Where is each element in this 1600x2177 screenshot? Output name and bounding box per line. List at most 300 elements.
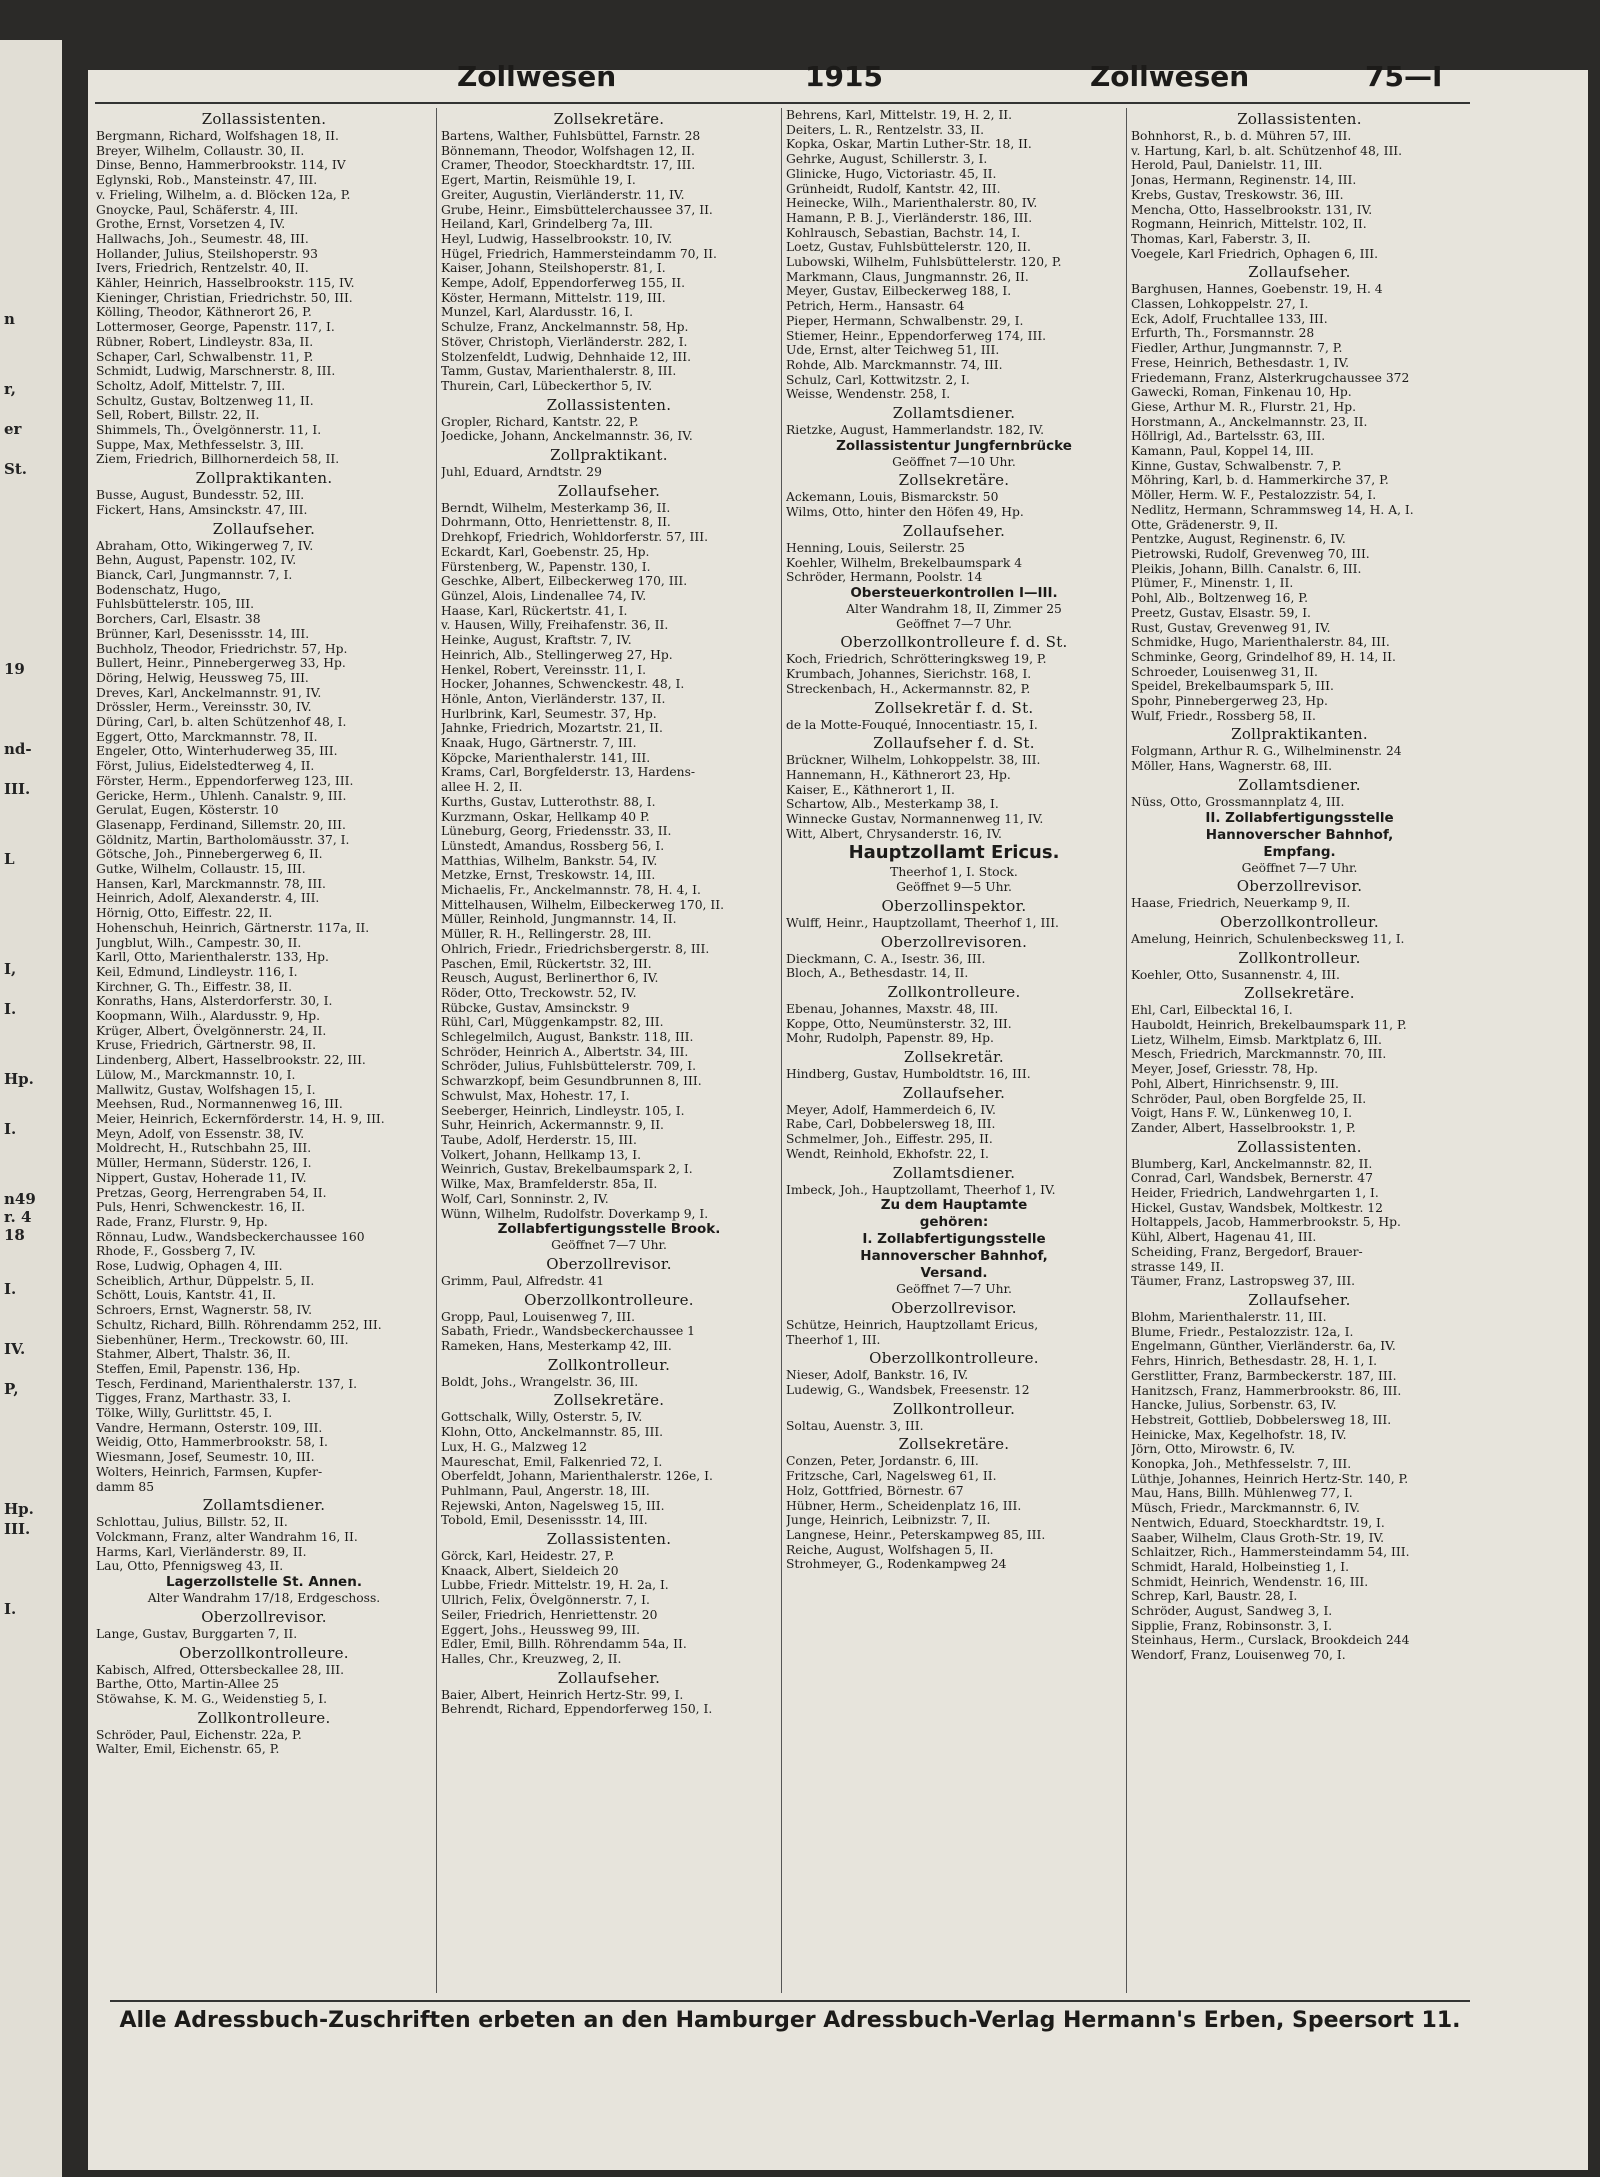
office-info: Geöffnet 7—7 Uhr. <box>551 1238 667 1253</box>
directory-entry: Ohlrich, Friedr., Friedrichsbergerstr. 8, III. <box>441 941 710 956</box>
directory-entry: Meier, Heinrich, Eckernförderstr. 14, H. 9, III. <box>96 1112 385 1126</box>
directory-entry: Volkert, Johann, Hellkamp 13, I. <box>441 1147 642 1162</box>
directory-entry: Lietz, Wilhelm, Eimsb. Marktplatz 6, III. <box>1131 1032 1382 1047</box>
directory-entry: Kurths, Gustav, Lutterothstr. 88, I. <box>441 794 656 809</box>
directory-entry: Konraths, Hans, Alsterdorferstr. 30, I. <box>96 994 333 1009</box>
directory-entry: Kurzmann, Oskar, Hellkamp 40 P. <box>441 809 650 824</box>
directory-entry: Lubbe, Friedr. Mittelstr. 19, H. 2a, I. <box>441 1578 669 1593</box>
section-heading: Zollsekretär. <box>904 1048 1004 1067</box>
directory-entry: Brünner, Karl, Desenissstr. 14, III. <box>96 626 310 641</box>
section-heading: Zollkontrolleur. <box>892 1399 1016 1418</box>
directory-entry: Krebs, Gustav, Treskowstr. 36, III. <box>1131 187 1344 202</box>
left-strip-fragment: I. <box>4 1120 17 1138</box>
directory-entry: Seiler, Friedrich, Henriettenstr. 20 <box>441 1607 658 1622</box>
directory-entry: Schulz, Carl, Kottwitzstr. 2, I. <box>786 372 970 387</box>
directory-entry: Baier, Albert, Heinrich Hertz-Str. 99, I. <box>441 1687 684 1702</box>
directory-entry: Hancke, Julius, Sorbenstr. 63, IV. <box>1131 1398 1337 1413</box>
section-heading: Obersteuerkontrollen I—III. <box>850 584 1058 601</box>
directory-entry: Müller, Hermann, Süderstr. 126, I. <box>96 1156 312 1171</box>
directory-entry: Voigt, Hans F. W., Lünkenweg 10, I. <box>1131 1106 1353 1121</box>
directory-entry: Stiemer, Heinr., Eppendorferweg 174, III. <box>786 328 1047 343</box>
publisher-footer: Alle Adressbuch-Zuschriften erbeten an den Hamburger Adressbuch-Verlag Hermann's Erben, Speersort 11. <box>110 2000 1470 2044</box>
section-heading: Zollaufseher. <box>557 1668 661 1687</box>
directory-entry: Heinrich, Adolf, Alexanderstr. 4, III. <box>96 891 320 906</box>
directory-entry: Hansen, Karl, Marckmannstr. 78, III. <box>96 876 326 891</box>
directory-entry: Schultz, Richard, Billh. Röhrendamm 252, III. <box>96 1317 382 1332</box>
directory-entry: Gawecki, Roman, Finkenau 10, Hp. <box>1131 385 1352 400</box>
directory-entry: Gutke, Wilhelm, Collaustr. 15, III. <box>96 862 306 877</box>
directory-entry: Koppe, Otto, Neumünsterstr. 32, III. <box>786 1016 1012 1031</box>
directory-entry: Pohl, Albert, Hinrichsenstr. 9, III. <box>1131 1076 1339 1091</box>
header-right-title: Zollwesen <box>1090 60 1250 93</box>
directory-entry: Blume, Friedr., Pestalozzistr. 12a, I. <box>1131 1324 1354 1339</box>
directory-entry: Stöver, Christoph, Vierländerstr. 282, I. <box>441 334 688 349</box>
directory-entry: Kempe, Adolf, Eppendorferweg 155, II. <box>441 276 686 291</box>
directory-entry: Jörn, Otto, Mirowstr. 6, IV. <box>1131 1442 1296 1457</box>
left-strip-fragment: 18 <box>4 1226 25 1244</box>
directory-entry: Preetz, Gustav, Elsastr. 59, I. <box>1131 605 1311 620</box>
directory-entry: Vandre, Hermann, Osterstr. 109, III. <box>96 1420 323 1435</box>
directory-entry: Schmelmer, Joh., Eiffestr. 295, II. <box>786 1132 993 1147</box>
directory-entry: Plümer, F., Minenstr. 1, II. <box>1131 576 1294 591</box>
directory-entry: Nedlitz, Hermann, Schrammsweg 14, H. A, I. <box>1131 502 1414 517</box>
directory-entry: Rejewski, Anton, Nagelsweg 15, III. <box>441 1498 665 1513</box>
section-heading: Zollkontrolleur. <box>547 1355 671 1374</box>
directory-entry: Grothe, Ernst, Vorsetzen 4, IV. <box>96 217 286 232</box>
left-strip-fragment: I, <box>4 960 17 978</box>
section-heading: Zollamtsdiener. <box>892 1163 1016 1182</box>
directory-entry: Wendorf, Franz, Louisenweg 70, I. <box>1131 1648 1346 1663</box>
directory-entry: Herold, Paul, Danielstr. 11, III. <box>1131 158 1323 173</box>
directory-entry: Heinrich, Alb., Stellingerweg 27, Hp. <box>441 647 673 662</box>
directory-entry: Borchers, Carl, Elsastr. 38 <box>96 612 261 627</box>
directory-entry: Wilms, Otto, hinter den Höfen 49, Hp. <box>786 505 1024 520</box>
directory-entry: Grünheidt, Rudolf, Kantstr. 42, III. <box>786 181 1001 196</box>
directory-entry: Grimm, Paul, Alfredstr. 41 <box>441 1273 605 1288</box>
directory-entry: Hocker, Johannes, Schwenckestr. 48, I. <box>441 677 685 692</box>
directory-entry: Hebstreit, Gottlieb, Dobbelersweg 18, III. <box>1131 1412 1392 1427</box>
section-heading: Zollassistenten. <box>1237 1137 1362 1156</box>
directory-entry: Barthe, Otto, Martin-Allee 25 <box>96 1677 279 1692</box>
section-heading: Zollkontrolleur. <box>1238 948 1361 967</box>
directory-entry: Holtappels, Jacob, Hammerbrookstr. 5, Hp. <box>1131 1215 1401 1230</box>
directory-entry: Cramer, Theodor, Stoeckhardtstr. 17, III. <box>441 158 696 173</box>
directory-entry: Hübner, Herm., Scheidenplatz 16, III. <box>786 1498 1022 1513</box>
directory-entry: Wünn, Wilhelm, Rudolfstr. Doverkamp 9, I. <box>441 1206 709 1221</box>
directory-entry: Fürstenberg, W., Papenstr. 130, I. <box>441 559 651 574</box>
left-strip-fragment: L <box>4 850 15 868</box>
directory-entry: Moldrecht, H., Rutschbahn 25, III. <box>96 1141 312 1156</box>
directory-entry: Engelmann, Günther, Vierländerstr. 6a, IV. <box>1131 1339 1396 1354</box>
directory-entry: Suppe, Max, Methfesselstr. 3, III. <box>96 437 304 452</box>
directory-entry: Haase, Karl, Rückertstr. 41, I. <box>441 603 628 618</box>
section-heading: Zollassistenten. <box>201 110 327 128</box>
directory-entry: Engeler, Otto, Winterhuderweg 35, III. <box>96 744 338 759</box>
directory-entry: Hörnig, Otto, Eiffestr. 22, II. <box>96 906 273 921</box>
directory-entry: Meyer, Adolf, Hammerdeich 6, IV. <box>786 1102 996 1117</box>
directory-entry: Drössler, Herm., Vereinsstr. 30, IV. <box>96 700 312 715</box>
directory-entry: strasse 149, II. <box>1131 1259 1225 1274</box>
directory-entry: Schröder, Paul, oben Borgfelde 25, II. <box>1131 1091 1367 1106</box>
directory-entry: Fiedler, Arthur, Jungmannstr. 7, P. <box>1131 341 1343 356</box>
directory-entry: Kaiser, Johann, Steilshoperstr. 81, I. <box>441 261 666 276</box>
directory-entry: Schulze, Franz, Anckelmannstr. 58, Hp. <box>441 320 689 335</box>
directory-entry: Ivers, Friedrich, Rentzelstr. 40, II. <box>96 261 309 276</box>
directory-entry: Dieckmann, C. A., Isestr. 36, III. <box>786 951 986 966</box>
left-strip-fragment: I. <box>4 1000 17 1018</box>
office-info: Geöffnet 7—7 Uhr. <box>896 616 1012 631</box>
directory-entry: Wolf, Carl, Sonninstr. 2, IV. <box>441 1191 609 1206</box>
directory-entry: Lünstedt, Amandus, Rossberg 56, I. <box>441 838 665 853</box>
directory-entry: Imbeck, Joh., Hauptzollamt, Theerhof 1, IV. <box>786 1182 1056 1197</box>
directory-entry: Hohenschuh, Heinrich, Gärtnerstr. 117a, II. <box>96 920 370 935</box>
left-strip-fragment: I. <box>4 1280 17 1298</box>
directory-entry: Bullert, Heinr., Pinnebergerweg 33, Hp. <box>96 656 346 671</box>
directory-entry: Hurlbrink, Karl, Seumestr. 37, Hp. <box>441 706 657 721</box>
directory-entry: v. Hausen, Willy, Freihafenstr. 36, II. <box>441 618 669 633</box>
directory-entry: Rabe, Carl, Dobbelersweg 18, III. <box>786 1117 996 1132</box>
directory-entry: Maureschat, Emil, Falkenried 72, I. <box>441 1454 663 1469</box>
directory-column-3 <box>782 108 1127 1993</box>
directory-entry: Meehsen, Rud., Normannenweg 16, III. <box>96 1097 343 1112</box>
directory-entry: Glasenapp, Ferdinand, Sillemstr. 20, III. <box>96 817 346 832</box>
directory-entry: Mohr, Rudolph, Papenstr. 89, Hp. <box>786 1031 994 1046</box>
directory-entry: Knaak, Hugo, Gärtnerstr. 7, III. <box>441 736 637 751</box>
directory-entry: Gottschalk, Willy, Osterstr. 5, IV. <box>441 1410 643 1425</box>
directory-entry: Nieser, Adolf, Bankstr. 16, IV. <box>786 1368 969 1383</box>
directory-entry: Schröder, August, Sandweg 3, I. <box>1131 1604 1333 1619</box>
directory-entry: Stahmer, Albert, Thalstr. 36, II. <box>96 1347 291 1362</box>
directory-entry: Lüneburg, Georg, Friedensstr. 33, II. <box>441 824 672 839</box>
directory-entry: Kähler, Heinrich, Hasselbrookstr. 115, IV. <box>96 276 355 291</box>
directory-entry: Kölling, Theodor, Käthnerort 26, P. <box>96 305 312 320</box>
directory-entry: Haase, Friedrich, Neuerkamp 9, II. <box>1131 896 1351 911</box>
directory-entry: Rohde, Alb. Marckmannstr. 74, III. <box>786 357 1003 372</box>
directory-entry: Halles, Chr., Kreuzweg, 2, II. <box>441 1651 622 1666</box>
directory-entry: Strohmeyer, G., Rodenkampweg 24 <box>786 1557 1007 1572</box>
directory-entry: Schminke, Georg, Grindelhof 89, H. 14, II. <box>1131 649 1396 664</box>
directory-entry: Jonas, Hermann, Reginenstr. 14, III. <box>1131 173 1357 188</box>
directory-entry: Sell, Robert, Billstr. 22, II. <box>96 408 260 423</box>
directory-entry: Möhring, Karl, b. d. Hammerkirche 37, P. <box>1131 473 1389 488</box>
directory-entry: Streckenbach, H., Ackermannstr. 82, P. <box>786 681 1031 696</box>
directory-entry: Oberfeldt, Johann, Marienthalerstr. 126e, I. <box>441 1469 713 1484</box>
directory-entry: Schultz, Gustav, Boltzenweg 11, II. <box>96 393 314 408</box>
directory-entry: Karll, Otto, Marienthalerstr. 133, Hp. <box>96 950 329 965</box>
directory-entry: Mesch, Friedrich, Marckmannstr. 70, III. <box>1131 1047 1387 1062</box>
directory-entry: Krumbach, Johannes, Sierichstr. 168, I. <box>786 667 1032 682</box>
office-info: Theerhof 1, I. Stock. <box>890 865 1018 880</box>
directory-entry: Holz, Gottfried, Börnestr. 67 <box>786 1483 964 1498</box>
directory-entry: Klohn, Otto, Anckelmannstr. 85, III. <box>441 1425 664 1440</box>
directory-entry: Soltau, Auenstr. 3, III. <box>786 1418 924 1433</box>
directory-entry: Petrich, Herm., Hansastr. 64 <box>786 299 965 314</box>
directory-columns <box>92 108 1472 1993</box>
section-heading: Hauptzollamt Ericus. <box>848 842 1060 864</box>
directory-entry: Steinhaus, Herm., Curslack, Brookdeich 244 <box>1131 1633 1410 1648</box>
directory-entry: Heyl, Ludwig, Hasselbrookstr. 10, IV. <box>441 231 673 246</box>
directory-entry: Fickert, Hans, Amsinckstr. 47, III. <box>96 502 308 517</box>
directory-entry: Abraham, Otto, Wikingerweg 7, IV. <box>96 538 314 553</box>
directory-entry: Egert, Martin, Reismühle 19, I. <box>441 173 636 188</box>
directory-entry: Täumer, Franz, Lastropsweg 37, III. <box>1131 1274 1356 1289</box>
directory-entry: Köster, Hermann, Mittelstr. 119, III. <box>441 290 666 305</box>
directory-entry: Lubowski, Wilhelm, Fuhlsbüttelerstr. 120, P. <box>786 255 1062 270</box>
office-info: Geöffnet 7—7 Uhr. <box>1241 860 1358 875</box>
directory-entry: Jungblut, Wilh., Campestr. 30, II. <box>96 935 302 950</box>
directory-entry: Göldnitz, Martin, Bartholomäusstr. 37, I. <box>96 832 350 847</box>
directory-entry: Lux, H. G., Malzweg 12 <box>441 1439 588 1454</box>
directory-entry: Conzen, Peter, Jordanstr. 6, III. <box>786 1454 979 1469</box>
directory-entry: Hannemann, H., Käthnerort 23, Hp. <box>786 767 1011 782</box>
directory-entry: Möller, Herm. W. F., Pestalozzistr. 54, I. <box>1131 488 1377 503</box>
directory-entry: Gehrke, August, Schillerstr. 3, I. <box>786 152 988 167</box>
directory-entry: Wulff, Heinr., Hauptzollamt, Theerhof 1, III. <box>786 915 1059 930</box>
directory-entry: Jahnke, Friedrich, Mozartstr. 21, II. <box>441 721 663 736</box>
directory-entry: Henkel, Robert, Vereinsstr. 11, I. <box>441 662 647 677</box>
directory-entry: Schröder, Paul, Eichenstr. 22a, P. <box>96 1727 302 1742</box>
directory-entry: Puls, Henri, Schwenckestr. 16, II. <box>96 1200 306 1215</box>
directory-entry: Blohm, Marienthalerstr. 11, III. <box>1131 1310 1327 1324</box>
section-heading: Zollkontrolleure. <box>197 1708 331 1727</box>
directory-entry: Giese, Arthur M. R., Flurstr. 21, Hp. <box>1131 399 1356 414</box>
directory-entry: damm 85 <box>96 1479 155 1494</box>
office-info: Geöffnet 7—10 Uhr. <box>892 454 1016 469</box>
directory-entry: Sipplie, Franz, Robinsonstr. 3, I. <box>1131 1618 1333 1633</box>
directory-entry: Bartens, Walther, Fuhlsbüttel, Farnstr. 28 <box>441 129 701 143</box>
directory-entry: Scheiding, Franz, Bergedorf, Brauer- <box>1131 1244 1363 1259</box>
section-heading: Oberzollrevisor. <box>546 1254 672 1273</box>
section-heading: Zollassistenten. <box>546 395 672 414</box>
left-strip-fragment: St. <box>4 460 27 478</box>
left-strip-fragment: r. 4 <box>4 1208 32 1226</box>
directory-entry: Günzel, Alois, Lindenallee 74, IV. <box>441 588 647 603</box>
directory-entry: de la Motte-Fouqué, Innocentiastr. 15, I. <box>786 717 1038 732</box>
directory-entry: Blumberg, Karl, Anckelmannstr. 82, II. <box>1131 1156 1373 1171</box>
directory-entry: Hauboldt, Heinrich, Brekelbaumspark 11, P. <box>1131 1018 1407 1033</box>
directory-entry: Schmidt, Heinrich, Wendenstr. 16, III. <box>1131 1574 1369 1589</box>
directory-entry: Schmidt, Ludwig, Marschnerstr. 8, III. <box>96 364 336 379</box>
directory-entry: Heider, Friedrich, Landwehrgarten 1, I. <box>1131 1186 1379 1201</box>
section-heading: Zollassistentur Jungfernbrücke <box>836 437 1072 454</box>
section-heading: Zollpraktikanten. <box>195 469 333 488</box>
directory-entry: Müller, R. H., Rellingerstr. 28, III. <box>441 927 652 942</box>
directory-entry: Scholtz, Adolf, Mittelstr. 7, III. <box>96 378 286 393</box>
section-heading: Zollamtsdiener. <box>892 404 1016 423</box>
section-heading: Zollamtsdiener. <box>202 1496 326 1515</box>
directory-entry: Rübcke, Gustav, Amsinckstr. 9 <box>441 1000 630 1015</box>
directory-entry: Müsch, Friedr., Marckmannstr. 6, IV. <box>1131 1501 1360 1516</box>
directory-entry: Lange, Gustav, Burggarten 7, II. <box>96 1626 298 1641</box>
directory-entry: Heinecke, Wilh., Marienthalerstr. 80, IV. <box>786 196 1038 211</box>
directory-entry: Schlottau, Julius, Billstr. 52, II. <box>96 1515 288 1530</box>
directory-entry: Hügel, Friedrich, Hammersteindamm 70, II. <box>441 246 717 261</box>
directory-entry: Witt, Albert, Chrysanderstr. 16, IV. <box>786 826 1002 841</box>
directory-entry: Konopka, Joh., Methfesselstr. 7, III. <box>1131 1457 1352 1472</box>
directory-entry: Busse, August, Bundesstr. 52, III. <box>96 488 305 503</box>
directory-entry: Schwulst, Max, Hohestr. 17, I. <box>441 1088 630 1103</box>
directory-entry: Breyer, Wilhelm, Collaustr. 30, II. <box>96 143 305 158</box>
directory-entry: Eck, Adolf, Fruchtallee 133, III. <box>1131 311 1328 326</box>
directory-entry: Förster, Herm., Eppendorferweg 123, III. <box>96 773 354 788</box>
directory-entry: Kopka, Oskar, Martin Luther-Str. 18, II. <box>786 137 1032 152</box>
directory-entry: Munzel, Karl, Alardusstr. 16, I. <box>441 305 634 320</box>
section-heading: Oberzollkontrolleure. <box>524 1290 694 1309</box>
section-heading: Empfang. <box>1263 843 1336 860</box>
directory-entry: Rönnau, Ludw., Wandsbeckerchaussee 160 <box>96 1229 365 1244</box>
header-year: 1915 <box>805 60 883 93</box>
directory-entry: Barghusen, Hannes, Goebenstr. 19, H. 4 <box>1131 282 1383 297</box>
directory-entry: Horstmann, A., Anckelmannstr. 23, II. <box>1131 414 1368 429</box>
office-info: Geöffnet 7—7 Uhr. <box>896 1282 1012 1297</box>
directory-entry: Ziem, Friedrich, Billhornerdeich 58, II. <box>96 452 340 467</box>
directory-entry: Dinse, Benno, Hammerbrookstr. 114, IV <box>96 158 346 173</box>
directory-entry: Gropler, Richard, Kantstr. 22, P. <box>441 414 639 429</box>
directory-entry: Reusch, August, Berlinerthor 6, IV. <box>441 971 659 986</box>
directory-entry: Bohnhorst, R., b. d. Mühren 57, III. <box>1131 129 1352 143</box>
directory-entry: Hamann, P. B. J., Vierländerstr. 186, III. <box>786 210 1033 225</box>
directory-entry: Kieninger, Christian, Friedrichstr. 50, III. <box>96 290 353 305</box>
section-heading: I. Zollabfertigungsstelle <box>862 1231 1046 1248</box>
left-strip-fragment: III. <box>4 1520 31 1538</box>
directory-entry: Pohl, Alb., Boltzenweg 16, P. <box>1131 591 1308 606</box>
left-strip-fragment: r, <box>4 380 17 398</box>
directory-entry: Schlegelmilch, August, Bankstr. 118, III. <box>441 1030 694 1045</box>
page-header <box>95 60 1465 100</box>
directory-entry: Scheiblich, Arthur, Düppelstr. 5, II. <box>96 1273 315 1288</box>
directory-entry: Nippert, Gustav, Hoherade 11, IV. <box>96 1170 307 1185</box>
directory-entry: Wulf, Friedr., Rossberg 58, II. <box>1131 708 1316 723</box>
office-info: Alter Wandrahm 17/18, Erdgeschoss. <box>147 1591 381 1606</box>
directory-entry: Schmidke, Hugo, Marienthalerstr. 84, III. <box>1131 635 1390 650</box>
directory-entry: Mittelhausen, Wilhelm, Eilbeckerweg 170, II. <box>441 897 724 912</box>
directory-entry: Götsche, Joh., Pinnebergerweg 6, II. <box>96 847 323 862</box>
directory-entry: Gnoycke, Paul, Schäferstr. 4, III. <box>96 202 299 217</box>
directory-entry: Hallwachs, Joh., Seumestr. 48, III. <box>96 231 309 246</box>
section-heading: Oberzollkontrolleure. <box>869 1349 1039 1368</box>
directory-entry: Bianck, Carl, Jungmannstr. 7, I. <box>96 567 293 582</box>
directory-entry: Lottermoser, George, Papenstr. 117, I. <box>96 320 335 335</box>
section-heading: Hannoverscher Bahnhof, <box>860 1248 1048 1265</box>
directory-entry: Koch, Friedrich, Schrötteringksweg 19, P. <box>786 652 1047 667</box>
directory-entry: Buchholz, Theodor, Friedrichstr. 57, Hp. <box>96 641 348 656</box>
directory-entry: Nentwich, Eduard, Stoeckhardtstr. 19, I. <box>1131 1515 1385 1530</box>
directory-entry: Pleikis, Johann, Billh. Canalstr. 6, III. <box>1131 561 1362 576</box>
directory-entry: Tesch, Ferdinand, Marienthalerstr. 137, I. <box>96 1376 358 1391</box>
directory-entry: Rübner, Robert, Lindleystr. 83a, II. <box>96 334 314 349</box>
directory-entry: Berndt, Wilhelm, Mesterkamp 36, II. <box>441 500 671 515</box>
directory-entry: Eggert, Johs., Heussweg 99, III. <box>441 1622 640 1637</box>
section-heading: Zollsekretär f. d. St. <box>874 698 1034 717</box>
directory-entry: Deiters, L. R., Rentzelstr. 33, II. <box>786 122 985 137</box>
directory-entry: Hanitzsch, Franz, Hammerbrookstr. 86, III. <box>1131 1383 1402 1398</box>
directory-entry: Hollander, Julius, Steilshoperstr. 93 <box>96 246 318 261</box>
directory-entry: Dohrmann, Otto, Henriettenstr. 8, II. <box>441 515 671 530</box>
directory-entry: Mau, Hans, Billh. Mühlenweg 77, I. <box>1131 1486 1353 1501</box>
directory-entry: Weinrich, Gustav, Brekelbaumspark 2, I. <box>441 1162 693 1177</box>
section-heading: Oberzollrevisor. <box>1236 877 1363 896</box>
section-heading: Zollpraktikanten. <box>1231 725 1368 744</box>
directory-entry: Reiche, August, Wolfshagen 5, II. <box>786 1542 994 1557</box>
directory-entry: Kühl, Albert, Hagenau 41, III. <box>1131 1230 1317 1245</box>
directory-entry: Walter, Emil, Eichenstr. 65, P. <box>96 1742 280 1757</box>
directory-entry: Gericke, Herm., Uhlenh. Canalstr. 9, III. <box>96 788 347 803</box>
directory-entry: Rade, Franz, Flurstr. 9, Hp. <box>96 1214 268 1229</box>
section-heading: Zollsekretäre. <box>898 1435 1010 1454</box>
section-heading: Zollassistenten. <box>1237 110 1362 128</box>
directory-entry: Rhode, F., Gossberg 7, IV. <box>96 1244 256 1259</box>
directory-entry: Juhl, Eduard, Arndtstr. 29 <box>441 465 602 480</box>
directory-entry: Wiesmann, Josef, Seumestr. 10, III. <box>96 1450 315 1465</box>
directory-entry: Schütze, Heinrich, Hauptzollamt Ericus, <box>786 1317 1039 1332</box>
directory-entry: Otte, Grädenerstr. 9, II. <box>1131 517 1279 532</box>
directory-entry: Henning, Louis, Seilerstr. 25 <box>786 540 965 555</box>
directory-entry: allee H. 2, II. <box>441 780 523 795</box>
directory-entry: Markmann, Claus, Jungmannstr. 26, II. <box>786 269 1029 284</box>
left-strip-fragment: 19 <box>4 660 25 678</box>
directory-entry: Mencha, Otto, Hasselbrookstr. 131, IV. <box>1131 202 1373 217</box>
directory-entry: Keil, Edmund, Lindleystr. 116, I. <box>96 964 298 979</box>
page-number: 75—I <box>1365 60 1443 93</box>
directory-entry: Grube, Heinr., Eimsbüttelerchaussee 37, II. <box>441 202 713 217</box>
directory-entry: Ehl, Carl, Eilbecktal 16, I. <box>1131 1003 1293 1018</box>
directory-column-1 <box>92 108 437 1993</box>
section-heading: Oberzollkontrolleure. <box>179 1643 349 1662</box>
directory-entry: Junge, Heinrich, Leibnizstr. 7, II. <box>786 1513 991 1528</box>
directory-entry: Lindenberg, Albert, Hasselbrookstr. 22, III. <box>96 1053 366 1068</box>
directory-entry: Gropp, Paul, Louisenweg 7, III. <box>441 1309 636 1324</box>
directory-entry: Voegele, Karl Friedrich, Ophagen 6, III. <box>1131 246 1379 261</box>
directory-entry: Schött, Louis, Kantstr. 41, II. <box>96 1288 276 1303</box>
directory-entry: Volckmann, Franz, alter Wandrahm 16, II. <box>96 1529 358 1544</box>
directory-entry: Schröder, Heinrich A., Albertstr. 34, III. <box>441 1044 689 1059</box>
directory-entry: Knaack, Albert, Sieldeich 20 <box>441 1563 619 1578</box>
directory-entry: Gerulat, Eugen, Kösterstr. 10 <box>96 803 279 818</box>
directory-entry: Steffen, Emil, Papenstr. 136, Hp. <box>96 1361 301 1376</box>
directory-entry: Ullrich, Felix, Övelgönnerstr. 7, I. <box>441 1593 650 1608</box>
directory-entry: Döring, Helwig, Heussweg 75, III. <box>96 670 309 685</box>
directory-entry: Glinicke, Hugo, Victoriastr. 45, II. <box>786 166 997 181</box>
section-heading: Oberzollrevisoren. <box>880 932 1028 951</box>
directory-entry: Kruse, Friedrich, Gärtnerstr. 98, II. <box>96 1038 317 1053</box>
directory-entry: Folgmann, Arthur R. G., Wilhelminenstr. 24 <box>1131 744 1402 759</box>
directory-entry: Ebenau, Johannes, Maxstr. 48, III. <box>786 1001 999 1016</box>
section-heading: Zollsekretäre. <box>1244 984 1355 1003</box>
left-strip-fragment: Hp. <box>4 1070 34 1088</box>
left-strip-fragment: n49 <box>4 1190 36 1208</box>
directory-entry: Kirchner, G. Th., Eiffestr. 38, II. <box>96 979 293 994</box>
left-strip-fragment: I. <box>4 1600 17 1618</box>
directory-entry: Behrendt, Richard, Eppendorferweg 150, I. <box>441 1702 713 1717</box>
directory-entry: Kinne, Gustav, Schwalbenstr. 7, P. <box>1131 458 1342 473</box>
directory-entry: Görck, Karl, Heidestr. 27, P. <box>441 1549 615 1564</box>
directory-entry: Tamm, Gustav, Marienthalerstr. 8, III. <box>441 364 677 379</box>
section-heading: Zollaufseher. <box>902 521 1006 540</box>
section-heading: Versand. <box>920 1265 988 1282</box>
directory-entry: Röder, Otto, Treckowstr. 52, IV. <box>441 985 637 1000</box>
directory-entry: Koehler, Otto, Susannenstr. 4, III. <box>1131 967 1340 982</box>
directory-entry: Pentzke, August, Reginenstr. 6, IV. <box>1131 532 1346 547</box>
directory-entry: Michaelis, Fr., Anckelmannstr. 78, H. 4, I. <box>441 883 701 898</box>
directory-entry: Greiter, Augustin, Vierländerstr. 11, IV. <box>441 187 685 202</box>
directory-entry: Erfurth, Th., Forsmannstr. 28 <box>1131 326 1315 341</box>
directory-entry: Meyn, Adolf, von Essenstr. 38, IV. <box>96 1126 305 1141</box>
directory-entry: Boldt, Johs., Wrangelstr. 36, III. <box>441 1374 639 1389</box>
section-heading: Zollaufseher. <box>212 519 316 538</box>
section-heading: Zollaufseher. <box>1248 1291 1351 1309</box>
directory-entry: Düring, Carl, b. alten Schützenhof 48, I. <box>96 715 347 730</box>
section-heading: Oberzollrevisor. <box>891 1298 1017 1317</box>
